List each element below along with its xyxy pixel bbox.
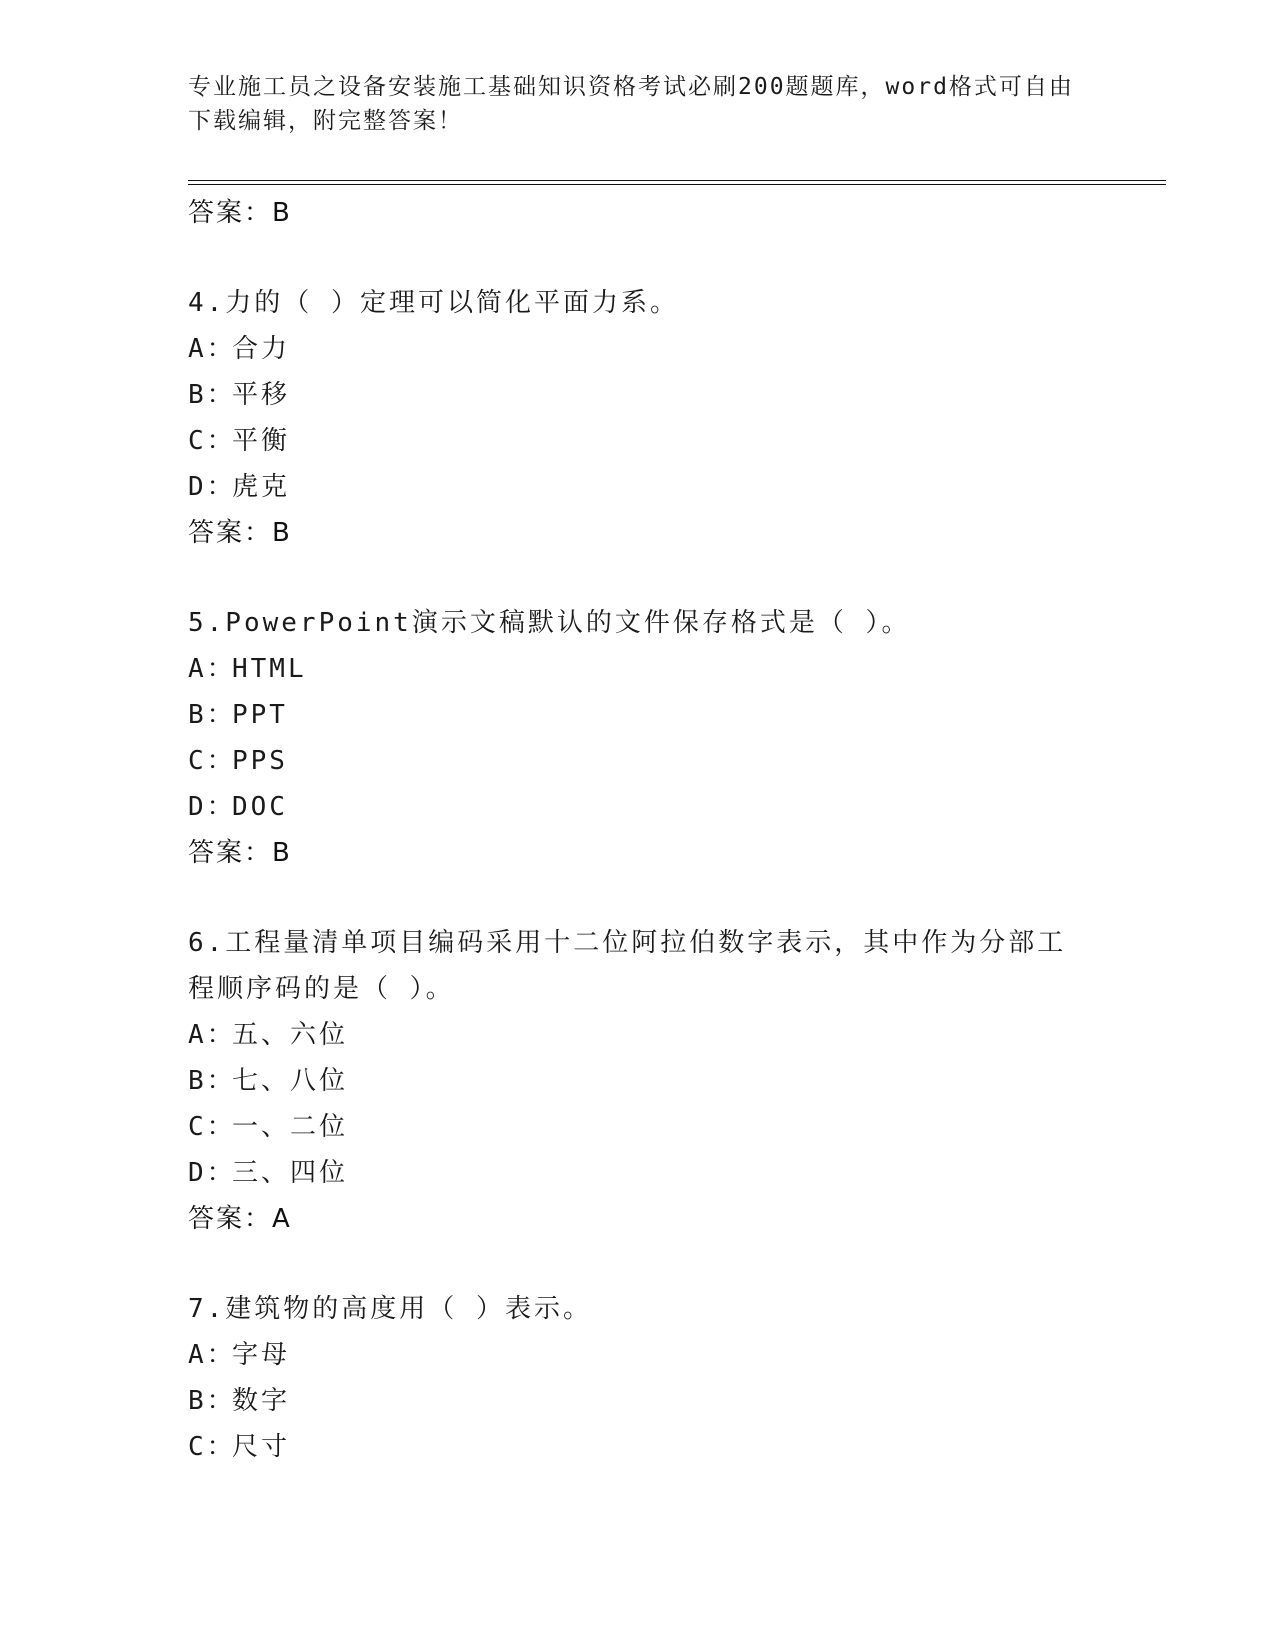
option-text: 七、八位 <box>232 1066 349 1096</box>
question-7 <box>188 1286 1088 1470</box>
option-b <box>188 1058 1088 1104</box>
question-text: 6.工程量清单项目编码采用十二位阿拉伯数字表示，其中作为分部工程顺序码的是（ ）。 <box>188 928 1067 1004</box>
option-text: PPS <box>232 746 288 776</box>
question-4 <box>188 280 1088 556</box>
option-letter: B： <box>188 1386 236 1416</box>
option-letter: C： <box>188 746 236 776</box>
option-text: 平移 <box>232 380 291 410</box>
option-letter: D： <box>188 1158 236 1188</box>
option-letter: B： <box>188 700 236 730</box>
question-text: 5.PowerPoint演示文稿默认的文件保存格式是（ ）。 <box>188 608 911 638</box>
option-a <box>188 646 1088 692</box>
answer-line: 答案：B <box>188 838 292 868</box>
option-letter: A： <box>188 1340 236 1370</box>
option-text: 三、四位 <box>232 1158 349 1188</box>
option-letter: A： <box>188 334 236 364</box>
header-divider-top <box>188 180 1166 181</box>
option-d <box>188 784 1088 830</box>
option-text: 数字 <box>232 1386 291 1416</box>
option-c <box>188 1104 1088 1150</box>
option-letter: C： <box>188 426 236 456</box>
option-a <box>188 1332 1088 1378</box>
option-text: 平衡 <box>232 426 291 456</box>
option-text: 五、六位 <box>232 1020 349 1050</box>
answer-line: 答案：B <box>188 518 292 548</box>
header-divider-bottom <box>188 184 1166 185</box>
option-letter: A： <box>188 1020 236 1050</box>
option-text: HTML <box>232 654 307 684</box>
option-letter: B： <box>188 1066 236 1096</box>
option-text: PPT <box>232 700 288 730</box>
option-letter: D： <box>188 472 236 502</box>
option-d <box>188 1150 1088 1196</box>
option-c <box>188 1424 1088 1470</box>
question-text: 7.建筑物的高度用（ ）表示。 <box>188 1294 592 1324</box>
option-text: 字母 <box>232 1340 291 1370</box>
question-5 <box>188 600 1088 876</box>
option-text: 虎克 <box>232 472 291 502</box>
question-list <box>188 190 1088 1470</box>
option-c <box>188 738 1088 784</box>
answer-line: 答案：A <box>188 1204 292 1234</box>
option-c <box>188 418 1088 464</box>
option-b <box>188 1378 1088 1424</box>
option-text: 合力 <box>232 334 291 364</box>
option-letter: C： <box>188 1112 236 1142</box>
option-d <box>188 464 1088 510</box>
option-b <box>188 692 1088 738</box>
option-letter: D： <box>188 792 236 822</box>
answer-line: 答案：B <box>188 198 292 228</box>
option-letter: C： <box>188 1432 236 1462</box>
question-6 <box>188 920 1088 1242</box>
option-b <box>188 372 1088 418</box>
option-text: DOC <box>232 792 288 822</box>
option-letter: A： <box>188 654 236 684</box>
option-letter: B： <box>188 380 236 410</box>
option-text: 尺寸 <box>232 1432 291 1462</box>
document-header: 专业施工员之设备安装施工基础知识资格考试必刷200题题库，word格式可自由下载编辑，附完整答案！ <box>188 74 1074 134</box>
option-a <box>188 1012 1088 1058</box>
option-a <box>188 326 1088 372</box>
option-text: 一、二位 <box>232 1112 349 1142</box>
question-text: 4.力的（ ）定理可以简化平面力系。 <box>188 288 679 318</box>
